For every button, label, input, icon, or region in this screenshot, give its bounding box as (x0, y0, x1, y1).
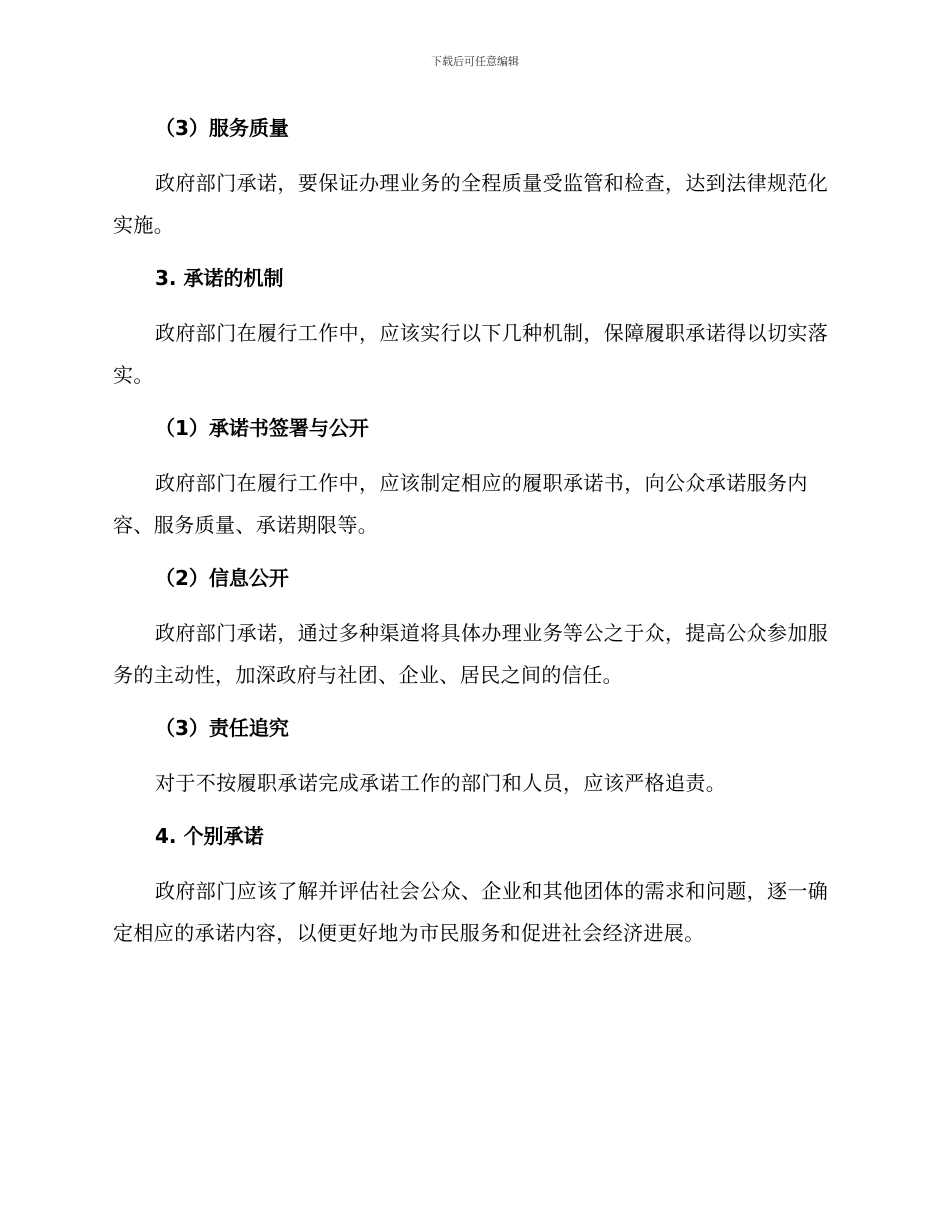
section-heading-commitment-letter: （1）承诺书签署与公开 (155, 416, 369, 440)
section-heading-accountability: （3）责任追究 (155, 716, 289, 740)
section-heading-individual-commitment: 4. 个别承诺 (155, 824, 264, 848)
section-heading-information-disclosure: （2）信息公开 (155, 566, 289, 590)
page-header-note: 下载后可任意编辑 (431, 55, 519, 68)
paragraph-commitment-letter: 政府部门在履行工作中，应该制定相应的履职承诺书，向公众承诺服务内容、服务质量、承诺期限等。 (113, 471, 808, 537)
paragraph-commitment-mechanism: 政府部门在履行工作中，应该实行以下几种机制，保障履职承诺得以切实落实。 (113, 321, 829, 387)
paragraph-service-quality: 政府部门承诺，要保证办理业务的全程质量受监管和检查，达到法律规范化实施。 (113, 171, 829, 237)
section-heading-commitment-mechanism: 3. 承诺的机制 (155, 266, 284, 290)
paragraph-information-disclosure: 政府部门承诺，通过多种渠道将具体办理业务等公之于众，提高公众参加服务的主动性，加深政府与社团、企业、居民之间的信任。 (113, 621, 829, 687)
paragraph-individual-commitment: 政府部门应该了解并评估社会公众、企业和其他团体的需求和问题，逐一确定相应的承诺内容，以便更好地为市民服务和促进社会经济进展。 (113, 879, 829, 945)
paragraph-accountability: 对于不按履职承诺完成承诺工作的部门和人员，应该严格追责。 (155, 771, 727, 795)
section-heading-service-quality: （3）服务质量 (155, 116, 289, 140)
document-body (113, 110, 833, 954)
